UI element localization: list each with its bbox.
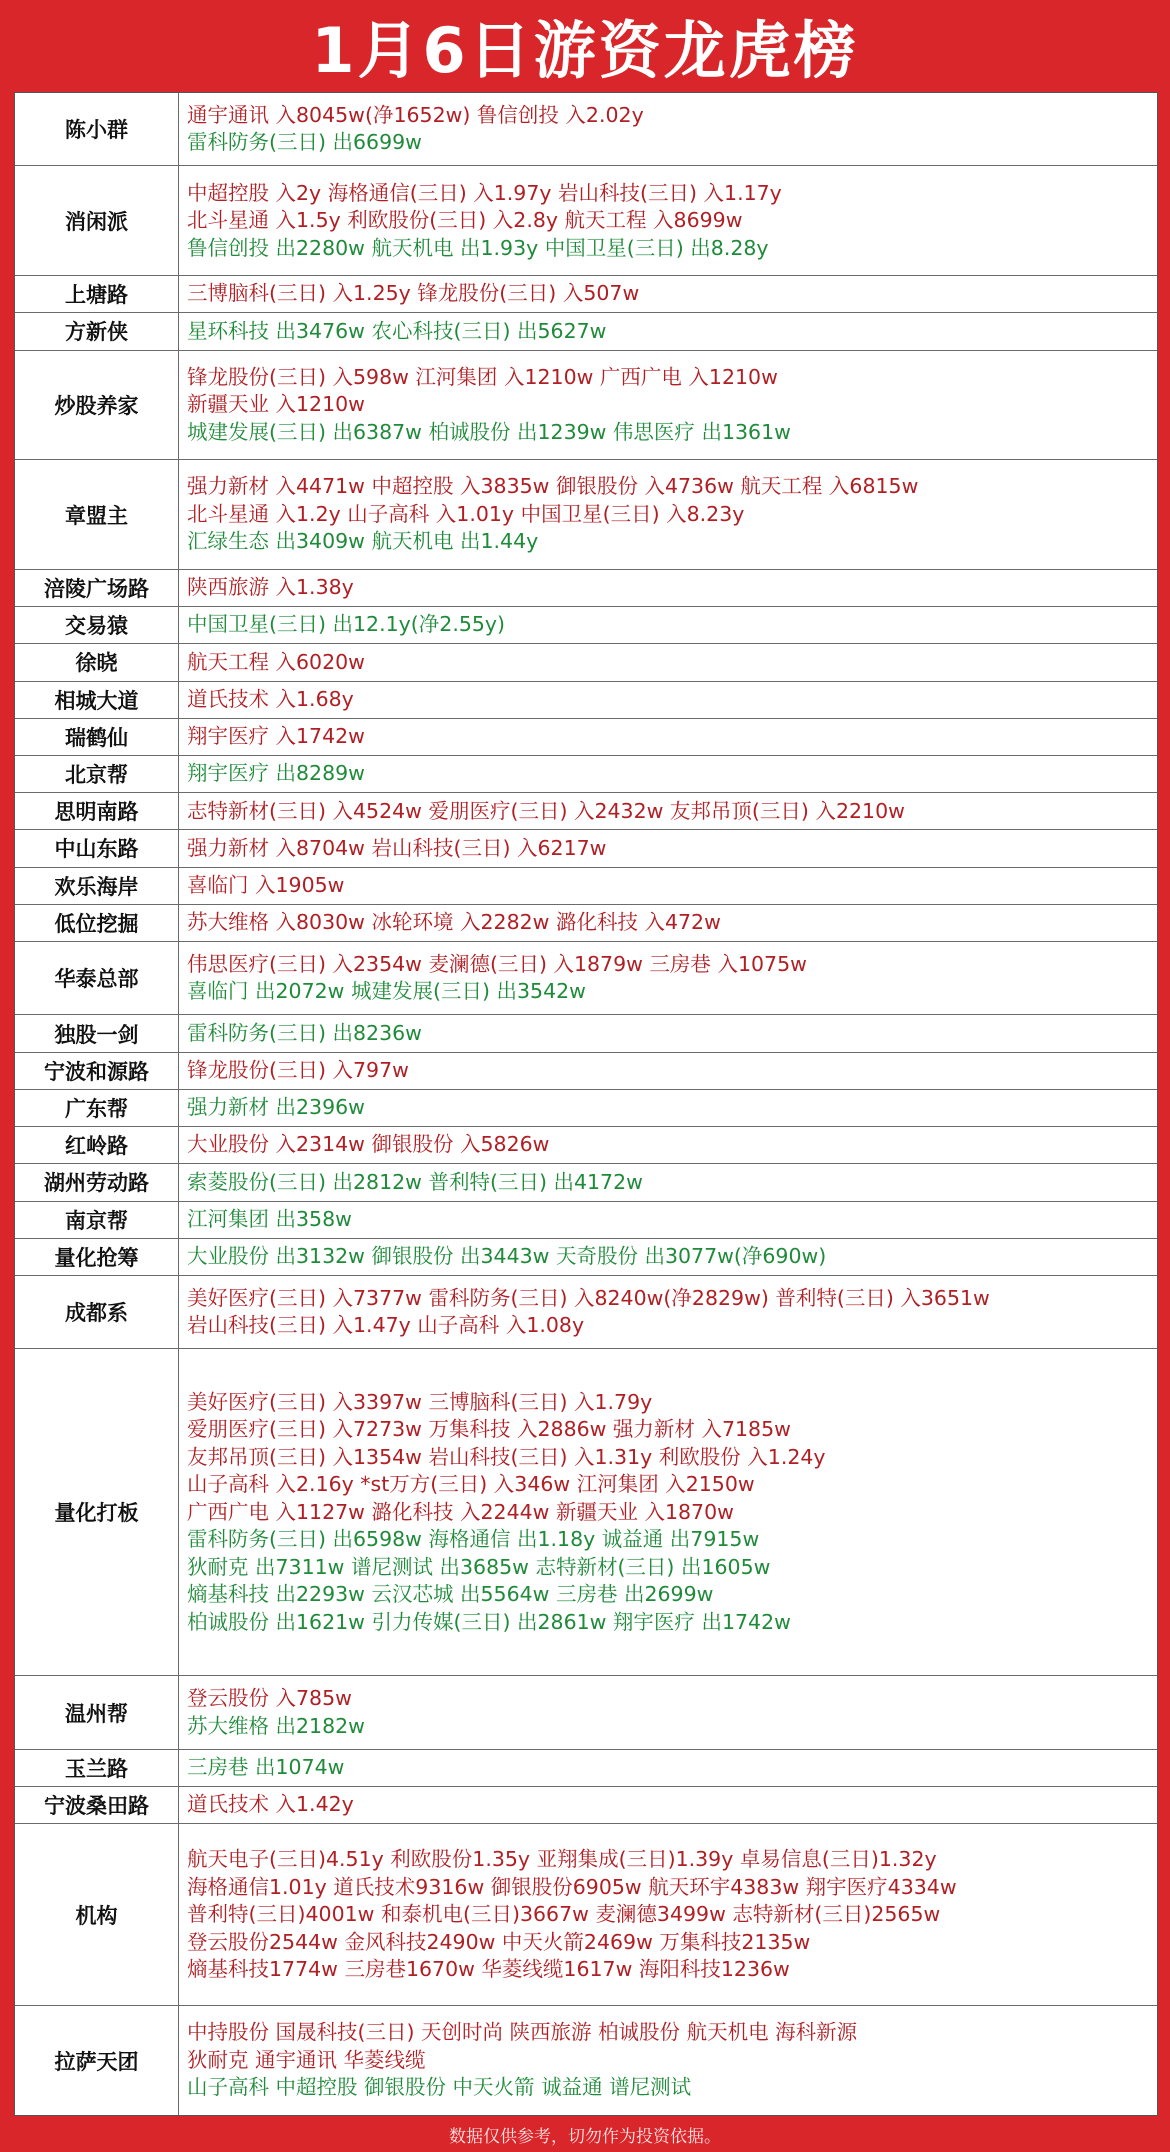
sell-trade-line: 强力新材 出2396w [187, 1095, 365, 1120]
trader-name: 独股一剑 [15, 1015, 179, 1051]
sell-trade-line: 狄耐克 出7311w 谱尼测试 出3685w 志特新材(三日) 出1605w [187, 1554, 771, 1579]
trader-name: 章盟主 [15, 460, 179, 569]
buy-trade-line: 岩山科技(三日) 入1.47y 山子高科 入1.08y [187, 1313, 585, 1338]
trade-list [179, 1750, 1157, 1786]
trader-name: 方新侠 [15, 313, 179, 349]
trader-row [15, 1676, 1157, 1749]
buy-trade-line: 陕西旅游 入1.38y [187, 575, 354, 600]
trade-list [179, 570, 1157, 606]
trader-row [15, 1053, 1157, 1090]
buy-trade-line: 喜临门 入1905w [187, 872, 345, 897]
trade-list [179, 942, 1157, 1014]
trade-list [179, 1787, 1157, 1823]
sell-trade-line: 三房巷 出1074w [187, 1755, 345, 1780]
buy-trade-line: 苏大维格 入8030w 冰轮环境 入2282w 潞化科技 入472w [187, 910, 721, 935]
buy-trade-line: 登云股份2544w 金风科技2490w 中天火箭2469w 万集科技2135w [187, 1929, 811, 1954]
trader-row [15, 1787, 1157, 1824]
trader-row [15, 905, 1157, 942]
trader-name: 北京帮 [15, 756, 179, 792]
trade-list [179, 1676, 1157, 1748]
buy-trade-line: 锋龙股份(三日) 入598w 江河集团 入1210w 广西广电 入1210w [187, 364, 778, 389]
buy-trade-line: 广西广电 入1127w 潞化科技 入2244w 新疆天业 入1870w [187, 1499, 734, 1524]
trader-row [15, 313, 1157, 350]
buy-trade-line: 强力新材 入8704w 岩山科技(三日) 入6217w [187, 835, 607, 860]
buy-trade-line: 航天工程 入6020w [187, 649, 365, 674]
buy-trade-line: 山子高科 入2.16y *st万方(三日) 入346w 江河集团 入2150w [187, 1472, 755, 1497]
buy-trade-line: 美好医疗(三日) 入7377w 雷科防务(三日) 入8240w(净2829w) 普利特(三日) 入3651w [187, 1285, 990, 1310]
trade-list [179, 1090, 1157, 1126]
trader-name: 消闲派 [15, 166, 179, 275]
buy-trade-line: 锋龙股份(三日) 入797w [187, 1058, 409, 1083]
sell-trade-line: 喜临门 出2072w 城建发展(三日) 出3542w [187, 979, 586, 1004]
buy-trade-line: 道氏技术 入1.68y [187, 686, 354, 711]
sell-trade-line: 城建发展(三日) 出6387w 柏诚股份 出1239w 伟思医疗 出1361w [187, 419, 791, 444]
sell-trade-line: 大业股份 出3132w 御银股份 出3443w 天奇股份 出3077w(净690w) [187, 1244, 827, 1269]
trader-row [15, 1239, 1157, 1276]
trader-row [15, 1276, 1157, 1349]
trader-row [15, 1349, 1157, 1676]
trade-list [179, 682, 1157, 718]
trader-row [15, 93, 1157, 166]
buy-trade-line: 新疆天业 入1210w [187, 392, 365, 417]
trade-list [179, 1164, 1157, 1200]
trader-row [15, 1164, 1157, 1201]
trade-list [179, 1239, 1157, 1275]
buy-trade-line: 中超控股 入2y 海格通信(三日) 入1.97y 岩山科技(三日) 入1.17y [187, 180, 782, 205]
trader-name: 欢乐海岸 [15, 868, 179, 904]
sell-trade-line: 雷科防务(三日) 出6598w 海格通信 出1.18y 诚益通 出7915w [187, 1527, 760, 1552]
trader-row [15, 1015, 1157, 1052]
dragon-tiger-board [14, 92, 1158, 2116]
trade-list [179, 1202, 1157, 1238]
buy-trade-line: 翔宇医疗 入1742w [187, 724, 365, 749]
trade-list [179, 276, 1157, 312]
trader-row [15, 1202, 1157, 1239]
trade-list [179, 868, 1157, 904]
trader-name: 思明南路 [15, 793, 179, 829]
trade-list [179, 607, 1157, 643]
trader-name: 涪陵广场路 [15, 570, 179, 606]
sell-trade-line: 索菱股份(三日) 出2812w 普利特(三日) 出4172w [187, 1169, 643, 1194]
trader-name: 红岭路 [15, 1127, 179, 1163]
buy-trade-line: 三博脑科(三日) 入1.25y 锋龙股份(三日) 入507w [187, 281, 640, 306]
buy-trade-line: 登云股份 入785w [187, 1686, 352, 1711]
trade-list [179, 1053, 1157, 1089]
trade-list [179, 830, 1157, 866]
buy-trade-line: 航天电子(三日)4.51y 利欧股份1.35y 亚翔集成(三日)1.39y 卓易信息(三日)1.32y [187, 1847, 937, 1872]
trader-name: 上塘路 [15, 276, 179, 312]
trade-list [179, 719, 1157, 755]
buy-trade-line: 北斗星通 入1.2y 山子高科 入1.01y 中国卫星(三日) 入8.23y [187, 501, 745, 526]
sell-trade-line: 翔宇医疗 出8289w [187, 761, 365, 786]
trader-name: 玉兰路 [15, 1750, 179, 1786]
trader-name: 湖州劳动路 [15, 1164, 179, 1200]
trader-row [15, 644, 1157, 681]
trade-list [179, 644, 1157, 680]
trader-name: 机构 [15, 1824, 179, 2005]
buy-trade-line: 强力新材 入4471w 中超控股 入3835w 御银股份 入4736w 航天工程 入6815w [187, 474, 919, 499]
trade-list [179, 1015, 1157, 1051]
buy-trade-line: 美好医疗(三日) 入3397w 三博脑科(三日) 入1.79y [187, 1389, 653, 1414]
sell-trade-line: 柏诚股份 出1621w 引力传媒(三日) 出2861w 翔宇医疗 出1742w [187, 1609, 791, 1634]
trade-list [179, 313, 1157, 349]
trade-list [179, 1127, 1157, 1163]
buy-trade-line: 熵基科技1774w 三房巷1670w 华菱线缆1617w 海阳科技1236w [187, 1957, 790, 1982]
trader-name: 瑞鹤仙 [15, 719, 179, 755]
trader-name: 成都系 [15, 1276, 179, 1348]
trader-row [15, 756, 1157, 793]
trader-row [15, 1127, 1157, 1164]
buy-trade-line: 中持股份 国晟科技(三日) 天创时尚 陕西旅游 柏诚股份 航天机电 海科新源 [187, 2020, 858, 2045]
sell-trade-line: 山子高科 中超控股 御银股份 中天火箭 诚益通 谱尼测试 [187, 2075, 692, 2100]
buy-trade-line: 友邦吊顶(三日) 入1354w 岩山科技(三日) 入1.31y 利欧股份 入1.24y [187, 1444, 826, 1469]
trader-row [15, 276, 1157, 313]
trade-list [179, 460, 1157, 569]
sell-trade-line: 中国卫星(三日) 出12.1y(净2.55y) [187, 612, 506, 637]
buy-trade-line: 志特新材(三日) 入4524w 爱朋医疗(三日) 入2432w 友邦吊顶(三日) 入2210w [187, 798, 905, 823]
trader-name: 相城大道 [15, 682, 179, 718]
trader-row [15, 166, 1157, 276]
trade-list [179, 166, 1157, 275]
buy-trade-line: 海格通信1.01y 道氏技术9316w 御银股份6905w 航天环宇4383w 翔宇医疗4334w [187, 1874, 957, 1899]
trader-row [15, 460, 1157, 570]
trader-name: 低位挖掘 [15, 905, 179, 941]
trader-row [15, 607, 1157, 644]
sell-trade-line: 雷科防务(三日) 出8236w [187, 1020, 422, 1045]
sell-trade-line: 星环科技 出3476w 农心科技(三日) 出5627w [187, 318, 607, 343]
buy-trade-line: 爱朋医疗(三日) 入7273w 万集科技 入2886w 强力新材 入7185w [187, 1417, 791, 1442]
trade-list [179, 93, 1157, 165]
trader-name: 拉萨天团 [15, 2006, 179, 2115]
sell-trade-line: 苏大维格 出2182w [187, 1713, 365, 1738]
trader-name: 宁波和源路 [15, 1053, 179, 1089]
trader-name: 中山东路 [15, 830, 179, 866]
buy-trade-line: 大业股份 入2314w 御银股份 入5826w [187, 1132, 550, 1157]
trader-row [15, 793, 1157, 830]
trader-name: 广东帮 [15, 1090, 179, 1126]
trader-name: 量化抢筹 [15, 1239, 179, 1275]
trade-list [179, 1824, 1157, 2005]
trade-list [179, 351, 1157, 460]
buy-trade-line: 通宇通讯 入8045w(净1652w) 鲁信创投 入2.02y [187, 102, 644, 127]
disclaimer-footer: 数据仅供参考，切勿作为投资依据。 [449, 2126, 721, 2147]
trader-row [15, 1090, 1157, 1127]
trader-name: 温州帮 [15, 1676, 179, 1748]
trader-name: 炒股养家 [15, 351, 179, 460]
trader-row [15, 868, 1157, 905]
trader-row [15, 570, 1157, 607]
sell-trade-line: 汇绿生态 出3409w 航天机电 出1.44y [187, 529, 539, 554]
trader-row [15, 351, 1157, 461]
buy-trade-line: 伟思医疗(三日) 入2354w 麦澜德(三日) 入1879w 三房巷 入1075w [187, 951, 807, 976]
buy-trade-line: 普利特(三日)4001w 和泰机电(三日)3667w 麦澜德3499w 志特新材(三日)2565w [187, 1902, 941, 1927]
trader-name: 交易猿 [15, 607, 179, 643]
trader-name: 华泰总部 [15, 942, 179, 1014]
sell-trade-line: 雷科防务(三日) 出6699w [187, 130, 422, 155]
trader-row [15, 1750, 1157, 1787]
buy-trade-line: 道氏技术 入1.42y [187, 1792, 354, 1817]
trade-list [179, 756, 1157, 792]
trader-row [15, 830, 1157, 867]
trade-list [179, 1349, 1157, 1675]
trade-list [179, 2006, 1157, 2115]
trade-list [179, 793, 1157, 829]
buy-trade-line: 狄耐克 通宇通讯 华菱线缆 [187, 2047, 426, 2072]
trader-name: 南京帮 [15, 1202, 179, 1238]
trader-row [15, 2006, 1157, 2115]
trader-name: 量化打板 [15, 1349, 179, 1675]
sell-trade-line: 熵基科技 出2293w 云汉芯城 出5564w 三房巷 出2699w [187, 1582, 714, 1607]
trade-list [179, 905, 1157, 941]
trader-row [15, 942, 1157, 1015]
trader-name: 徐晓 [15, 644, 179, 680]
trade-list [179, 1276, 1157, 1348]
page-title: 1月6日游资龙虎榜 [311, 13, 859, 87]
buy-trade-line: 北斗星通 入1.5y 利欧股份(三日) 入2.8y 航天工程 入8699w [187, 208, 743, 233]
trader-row [15, 1824, 1157, 2006]
trader-name: 宁波桑田路 [15, 1787, 179, 1823]
sell-trade-line: 江河集团 出358w [187, 1206, 352, 1231]
sell-trade-line: 鲁信创投 出2280w 航天机电 出1.93y 中国卫星(三日) 出8.28y [187, 235, 769, 260]
trader-row [15, 682, 1157, 719]
trader-name: 陈小群 [15, 93, 179, 165]
trader-row [15, 719, 1157, 756]
